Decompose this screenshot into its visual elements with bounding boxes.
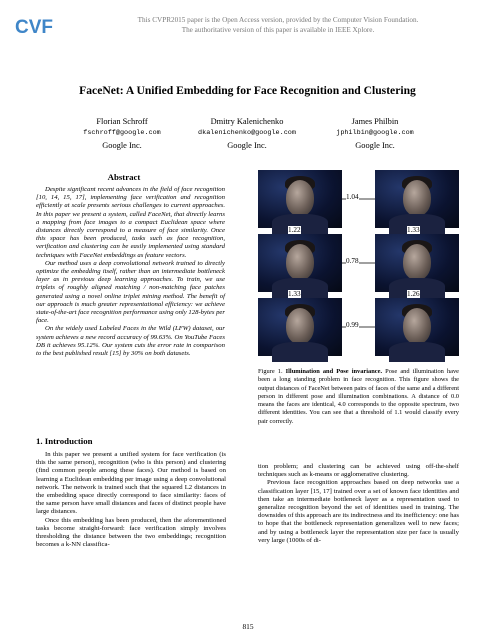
author-email: fschroff@google.com [83, 129, 161, 137]
distance-label: 1.22 [288, 226, 301, 234]
paper-title: FaceNet: A Unified Embedding for Face Recognition and Clustering [79, 84, 416, 97]
open-access-notice [80, 15, 476, 35]
notice-line-1: This CVPR2015 paper is the Open Access version, provided by the Computer Vision Foundation. [137, 16, 419, 24]
abstract-paragraph-1: Despite significant recent advances in the field of face recognition [10, 14, 15, 17], implementing face verification and recognition efficiently at scale presents serious challenges to current approaches. In this paper we present a system, called FaceNet, that directly learns a mapping from face images to a compact Euclidean space where distances directly correspond to a measure of face similarity. Once this space has been produced, tasks such as face recognition, verification and clustering can be easily implemented using standard techniques with FaceNet embeddings as feature vectors. [36, 186, 225, 259]
author-affiliation: Google Inc. [102, 141, 142, 150]
figure-1-caption [258, 368, 459, 426]
abstract-paragraph-2: Our method uses a deep convolutional network trained to directly optimize the embedding itself, rather than an intermediate bottleneck layer as in previous deep learning approaches. To train, we use triplets of roughly aligned matching / non-matching face patches generated using a novel online triplet mining method. The benefit of our approach is much greater representational efficiency: we achieve state-of-the-art face recognition performance using only 128-bytes per face. [36, 259, 226, 325]
cvf-logo [14, 14, 53, 38]
author-3 [295, 116, 455, 151]
author-affiliation: Google Inc. [355, 141, 395, 150]
author-name: Florian Schroff [96, 117, 148, 126]
section-heading-introduction: 1. Introduction [36, 436, 93, 446]
distance-label: 1.26 [407, 290, 420, 298]
intro-paragraph-r2: Previous face recognition approaches based on deep networks use a classification layer [15, 17] trained over a set of known face identities and then take an intermediate bottleneck layer as a representation used to generalize recognition beyond the set of identities used in training. The downsides of this approach are its indirectness and its inefficiency: one has to hope that the bottleneck representation generalizes well to new faces; and by using a bottleneck layer the representation size per face is usually very large (1000s of di- [258, 479, 460, 544]
author-name: James Philbin [351, 117, 399, 126]
intro-paragraph-2: Once this embedding has been produced, then the aforementioned tasks become straight-forward: face verification simply involves thresholding the distance between the two embeddings; recognition becomes a k-NN classifica- [36, 516, 226, 549]
page-number: 815 [242, 622, 254, 631]
abstract-body [36, 186, 225, 358]
author-email: jphilbin@google.com [336, 129, 414, 137]
intro-right-column [258, 463, 459, 545]
author-name: Dmitry Kalenichenko [210, 117, 284, 126]
caption-text: Pose and illumination have been a long standing problem in face recognition. This figure shows the output distances of FaceNet between pairs of faces of the same and a different person in different pose and illumination combinations. A distance of 0.0 means the faces are identical, 4.0 corresponds to the opposite spectrum, two different identities. You can see that a threshold of 1.1 would classify every pair correctly. [258, 368, 460, 425]
distance-label: 0.99 [346, 321, 359, 329]
abstract-heading: Abstract [107, 172, 141, 182]
intro-paragraph-r1: tion problem; and clustering can be achieved using off-the-shelf techniques such as k-means or agglomerative clustering. [258, 463, 459, 479]
distance-label: 1.33 [407, 226, 420, 234]
abstract-paragraph-3: On the widely used Labeled Faces in the Wild (LFW) dataset, our system achieves a new record accuracy of 99.63%. On YouTube Faces DB it achieves 95.12%. Our system cuts the error rate in comparison to the best published result [15] by 30% on both datasets. [36, 325, 225, 358]
notice-line-2: The authoritative version of this paper is available in IEEE Xplore. [181, 26, 375, 34]
distance-label: 0.78 [346, 257, 359, 265]
intro-left-column [36, 451, 226, 549]
author-email: dkalenichenko@google.com [198, 129, 296, 137]
intro-paragraph-1: In this paper we present a unified system for face verification (is this the same person), recognition (who is this person) and clustering (find common people among these faces). Our method is based on learning a Euclidean embedding per image using a deep convolutional network. The network is trained such that the squared L2 distances in the embedding space directly correspond to face similarity: faces of the same person have small distances and faces of distinct people have large distances. [36, 451, 226, 516]
author-affiliation: Google Inc. [227, 141, 267, 150]
caption-label: Figure 1. [258, 368, 283, 375]
distance-label: 1.33 [288, 290, 301, 298]
cvf-logo-text: CVF [15, 17, 53, 38]
caption-title: Illumination and Pose invariance. [285, 368, 383, 375]
distance-label: 1.04 [346, 193, 359, 201]
